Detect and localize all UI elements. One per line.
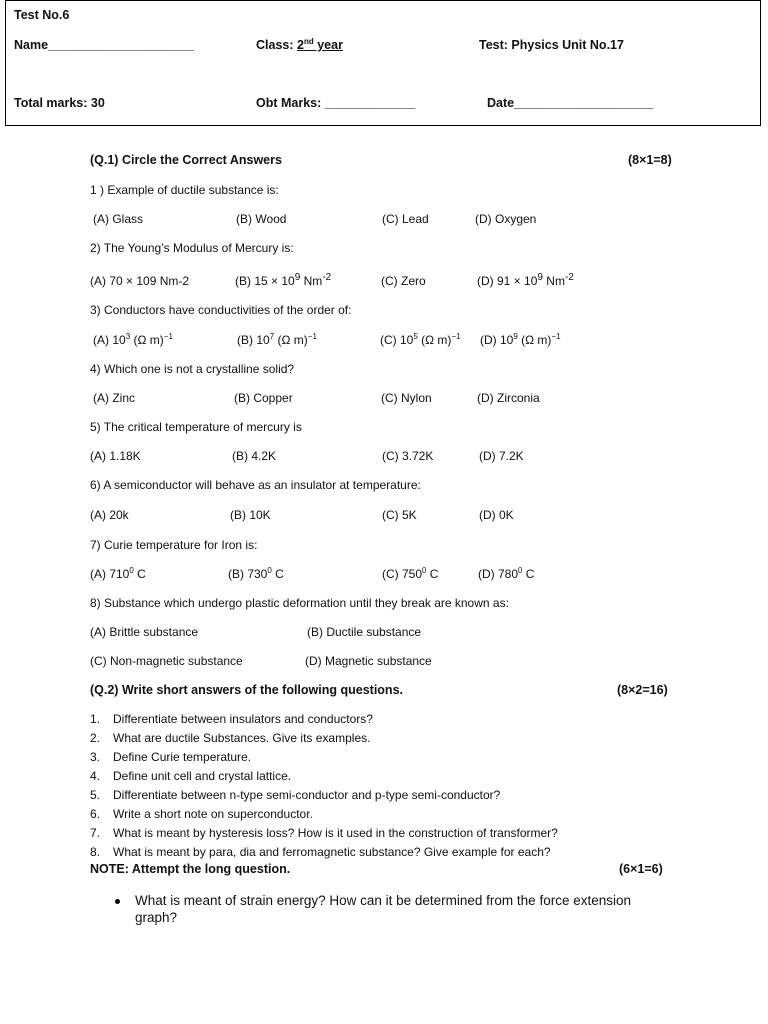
note-marks: (6×1=6): [619, 862, 663, 876]
mcq-3-option-a: [93, 333, 173, 347]
mcq-3-option-c: [380, 333, 461, 347]
mcq-4-text: 4) Which one is not a crystalline solid?: [90, 362, 295, 376]
mcq-2-b-unit: Nm: [300, 274, 323, 288]
class-field: [256, 38, 343, 52]
long-question-line-2: graph?: [135, 910, 178, 925]
mcq-1-option-c: (C) Lead: [382, 212, 429, 226]
sq-1-text: Differentiate between insulators and conductors?: [113, 712, 373, 726]
mcq-7-b-base: (B) 730: [228, 567, 268, 581]
mcq-5-option-d: (D) 7.2K: [479, 449, 524, 463]
mcq-6-option-d: (D) 0K: [479, 508, 514, 522]
date-field: Date____________________: [487, 96, 654, 110]
mcq-8-option-a: (A) Brittle substance: [90, 625, 199, 639]
long-question-line-1: What is meant of strain energy? How can it be determined from the force extension: [135, 893, 631, 908]
mcq-2-d-base: (D) 91 × 10: [477, 274, 538, 288]
sq-2-num: 2.: [90, 731, 101, 745]
mcq-2-option-c: (C) Zero: [381, 274, 426, 288]
mcq-2-b-base: (B) 15 × 10: [235, 274, 295, 288]
class-value: [297, 38, 343, 52]
q1-title: (Q.1) Circle the Correct Answers: [90, 153, 282, 167]
mcq-3-a-unit-exp: −1: [163, 332, 173, 341]
mcq-7-text: 7) Curie temperature for Iron is:: [90, 538, 258, 552]
mcq-3-option-b: [237, 333, 317, 347]
mcq-3-c-unit-exp: −1: [451, 332, 461, 341]
obt-marks-field: Obt Marks: _____________: [256, 96, 416, 110]
q2-title: (Q.2) Write short answers of the following questions.: [90, 683, 403, 697]
mcq-7-a-unit: C: [133, 567, 146, 581]
mcq-4-option-a: (A) Zinc: [93, 391, 135, 405]
mcq-3-b-base: (B) 10: [237, 333, 270, 347]
mcq-3-c-base: (C) 10: [380, 333, 414, 347]
mcq-6-option-a: (A) 20k: [90, 508, 129, 522]
mcq-1-option-a: (A) Glass: [93, 212, 144, 226]
mcq-7-b-deg: 0: [267, 566, 272, 575]
name-field: Name_____________________: [14, 38, 195, 52]
mcq-1-option-d: (D) Oxygen: [475, 212, 537, 226]
mcq-2-option-b: [235, 274, 331, 288]
class-label: Class:: [256, 38, 294, 52]
mcq-3-a-unit: (Ω m): [130, 333, 164, 347]
mcq-3-b-unit-exp: −1: [307, 332, 317, 341]
note-title: NOTE: Attempt the long question.: [90, 862, 291, 876]
mcq-8-option-b: (B) Ductile substance: [307, 625, 422, 639]
mcq-3-b-unit: (Ω m): [274, 333, 308, 347]
q2-marks: (8×2=16): [617, 683, 668, 697]
sq-7-text: What is meant by hysteresis loss? How is it used in the construction of transformer?: [113, 826, 558, 840]
mcq-8-option-d: (D) Magnetic substance: [305, 654, 432, 668]
mcq-7-c-base: (C) 750: [382, 567, 423, 581]
mcq-2-option-a: (A) 70 × 109 Nm-2: [90, 274, 190, 288]
mcq-1-option-b: (B) Wood: [236, 212, 287, 226]
mcq-7-d-unit: C: [522, 567, 535, 581]
mcq-6-text: 6) A semiconductor will behave as an insulator at temperature:: [90, 478, 421, 492]
mcq-8-option-c: (C) Non-magnetic substance: [90, 654, 243, 668]
mcq-7-option-b: [228, 567, 284, 581]
mcq-7-d-base: (D) 780: [478, 567, 519, 581]
class-rest: year: [313, 38, 343, 52]
mcq-7-option-d: [478, 567, 534, 581]
mcq-3-option-d: [480, 333, 561, 347]
mcq-5-option-a: (A) 1.18K: [90, 449, 141, 463]
sq-4-text: Define unit cell and crystal lattice.: [113, 769, 292, 783]
mcq-7-c-deg: 0: [422, 566, 427, 575]
mcq-3-a-base: (A) 10: [93, 333, 126, 347]
mcq-5-option-c: (C) 3.72K: [382, 449, 434, 463]
mcq-8-text: 8) Substance which undergo plastic deformation until they break are known as:: [90, 596, 509, 610]
mcq-3-a-exp: 3: [125, 332, 131, 341]
mcq-3-c-exp: 5: [413, 332, 418, 341]
sq-5-text: Differentiate between n-type semi-conductor and p-type semi-conductor?: [113, 788, 501, 802]
mcq-2-b-unit-exp: -2: [322, 272, 332, 283]
mcq-3-b-exp: 7: [269, 332, 275, 341]
mcq-2-d-exp: 9: [537, 272, 543, 283]
sq-3-num: 3.: [90, 750, 101, 764]
mcq-7-option-a: [90, 567, 146, 581]
mcq-7-b-unit: C: [271, 567, 284, 581]
sq-5-num: 5.: [90, 788, 101, 802]
mcq-3-c-unit: (Ω m): [417, 333, 452, 347]
mcq-7-c-unit: C: [426, 567, 439, 581]
mcq-4-option-b: (B) Copper: [234, 391, 293, 405]
mcq-6-option-b: (B) 10K: [230, 508, 271, 522]
mcq-2-option-d: [477, 274, 574, 288]
mcq-3-d-unit: (Ω m): [517, 333, 552, 347]
mcq-2-b-exp: 9: [294, 272, 301, 283]
mcq-1-text: 1 ) Example of ductile substance is:: [90, 183, 279, 197]
mcq-7-a-base: (A) 710: [90, 567, 130, 581]
mcq-4-option-c: (C) Nylon: [381, 391, 432, 405]
mcq-4-option-d: (D) Zirconia: [477, 391, 540, 405]
sq-7-num: 7.: [90, 826, 101, 840]
mcq-5-option-b: (B) 4.2K: [232, 449, 277, 463]
mcq-6-option-c: (C) 5K: [382, 508, 417, 522]
mcq-3-d-exp: 9: [513, 332, 518, 341]
q1-marks: (8×1=8): [628, 153, 672, 167]
class-sup: nd: [303, 36, 314, 46]
bullet-icon: [115, 899, 120, 904]
mcq-3-text: 3) Conductors have conductivities of the order of:: [90, 303, 352, 317]
sq-1-num: 1.: [90, 712, 101, 726]
sq-3-text: Define Curie temperature.: [113, 750, 252, 764]
sq-4-num: 4.: [90, 769, 101, 783]
mcq-3-d-base: (D) 10: [480, 333, 514, 347]
mcq-3-d-unit-exp: −1: [551, 332, 561, 341]
sq-6-text: Write a short note on superconductor.: [113, 807, 313, 821]
class-num: 2: [297, 38, 304, 52]
sq-8-text: What is meant by para, dia and ferromagnetic substance? Give example for each?: [113, 845, 551, 859]
test-number: Test No.6: [14, 8, 70, 22]
mcq-7-option-c: [382, 567, 438, 581]
sq-6-num: 6.: [90, 807, 101, 821]
mcq-2-d-unit-exp: -2: [564, 272, 574, 283]
mcq-2-text: 2) The Young’s Modulus of Mercury is:: [90, 241, 294, 255]
mcq-7-a-deg: 0: [129, 566, 134, 575]
mcq-2-d-unit: Nm: [542, 274, 565, 288]
total-marks: Total marks: 30: [14, 96, 105, 110]
sq-2-text: What are ductile Substances. Give its examples.: [113, 731, 371, 745]
mcq-7-d-deg: 0: [518, 566, 523, 575]
test-subject: Test: Physics Unit No.17: [479, 38, 624, 52]
sq-8-num: 8.: [90, 845, 101, 859]
mcq-5-text: 5) The critical temperature of mercury is: [90, 420, 302, 434]
